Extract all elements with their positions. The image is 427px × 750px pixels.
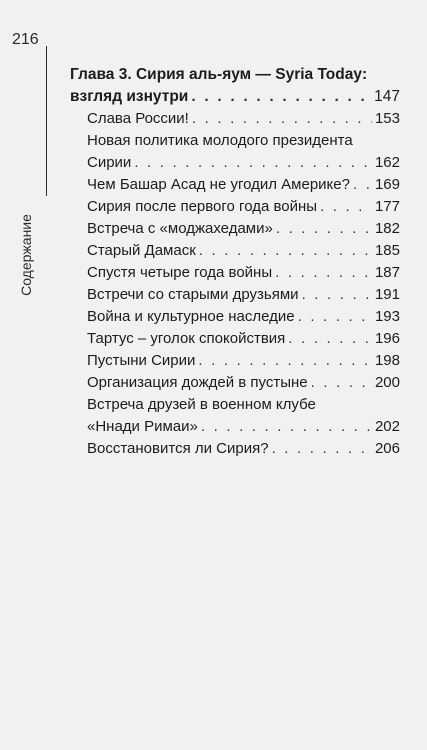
toc-entry-title: Война и культурное наследие [87, 308, 295, 325]
chapter-title-line2: взгляд изнутри [70, 88, 189, 105]
section-label [16, 200, 36, 310]
leader-dots [275, 262, 372, 284]
section-label-text: Содержание [18, 214, 35, 296]
page-number: 216 [12, 31, 39, 48]
toc-entry-page: 162 [374, 154, 400, 171]
toc-entries [70, 108, 400, 460]
leader-dots [272, 438, 372, 460]
chapter-page: 147 [374, 88, 400, 105]
leader-dots [191, 86, 371, 108]
leader-dots [201, 416, 372, 438]
toc-entry-page: 193 [374, 308, 400, 325]
leader-dots [199, 240, 372, 262]
toc-entry-title: Слава России! [87, 110, 189, 127]
leader-dots [302, 284, 372, 306]
toc-entry[interactable] [70, 306, 400, 328]
leader-dots [298, 306, 372, 328]
toc-entry-title-line1: Встреча друзей в военном клубе [87, 396, 316, 413]
toc-entry-title: Восстановится ли Сирия? [87, 440, 269, 457]
toc-entry-title: «Ннади Римаи» [87, 418, 198, 435]
toc-entry-page: 153 [374, 110, 400, 127]
toc-entry-title: Пустыни Сирии [87, 352, 196, 369]
leader-dots [320, 196, 372, 218]
toc-entry-title: Встреча с «моджахедами» [87, 220, 273, 237]
toc-entry-page: 202 [374, 418, 400, 435]
table-of-contents [70, 64, 400, 460]
toc-entry-page: 200 [374, 374, 400, 391]
toc-entry-page: 177 [374, 198, 400, 215]
toc-entry[interactable] [70, 394, 400, 438]
toc-entry[interactable] [70, 174, 400, 196]
toc-entry-title: Встречи со старыми друзьями [87, 286, 299, 303]
toc-entry-page: 191 [374, 286, 400, 303]
toc-entry-title: Старый Дамаск [87, 242, 196, 259]
toc-entry[interactable] [70, 240, 400, 262]
leader-dots [353, 174, 372, 196]
leader-dots [276, 218, 372, 240]
toc-entry[interactable] [70, 350, 400, 372]
toc-entry[interactable] [70, 284, 400, 306]
toc-entry-title: Сирии [87, 154, 132, 171]
toc-entry-page: 196 [374, 330, 400, 347]
toc-entry-title: Сирия после первого года войны [87, 198, 318, 215]
toc-entry-title: Организация дождей в пустыне [87, 374, 308, 391]
toc-entry[interactable] [70, 130, 400, 174]
toc-entry-page: 169 [374, 176, 400, 193]
chapter-title-line1: Глава 3. Сирия аль-яум — Syria Today: [70, 66, 368, 83]
leader-dots [192, 108, 372, 130]
toc-entry[interactable] [70, 262, 400, 284]
toc-entry-title-line1: Новая политика молодого президента [87, 132, 353, 149]
leader-dots [198, 350, 372, 372]
toc-entry-page: 206 [374, 440, 400, 457]
toc-entry-page: 182 [374, 220, 400, 237]
toc-entry-page: 187 [374, 264, 400, 281]
leader-dots [134, 152, 372, 174]
toc-entry-page: 185 [374, 242, 400, 259]
toc-entry[interactable] [70, 328, 400, 350]
toc-entry-title: Спустя четыре года войны [87, 264, 273, 281]
toc-entry[interactable] [70, 372, 400, 394]
toc-entry[interactable] [70, 218, 400, 240]
leader-dots [311, 372, 372, 394]
toc-entry-title: Чем Башар Асад не угодил Америке? [87, 176, 350, 193]
sidebar-rule [46, 46, 47, 196]
toc-entry[interactable] [70, 196, 400, 218]
toc-entry[interactable] [70, 108, 400, 130]
chapter-heading[interactable] [70, 64, 400, 108]
toc-entry-page: 198 [374, 352, 400, 369]
toc-entry-title: Тартус – уголок спокойствия [87, 330, 286, 347]
leader-dots [288, 328, 372, 350]
toc-entry[interactable] [70, 438, 400, 460]
